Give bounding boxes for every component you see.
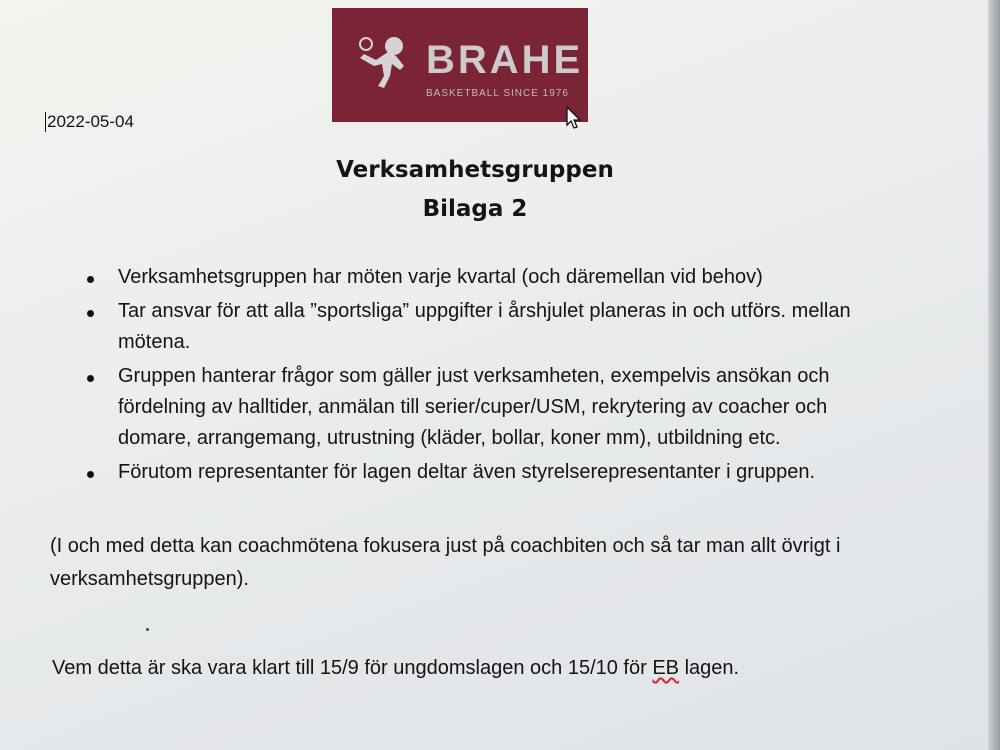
bullet-item: Tar ansvar för att alla ”sportsliga” uppgifter i årshjulet planeras in och utförs. mellan mötena. <box>118 296 878 358</box>
logo-tagline: BASKETBALL SINCE 1976 <box>426 88 569 99</box>
note-paragraph: (I och med detta kan coachmötena fokusera just på coachbiten och så tar man allt övrigt i verksamhetsgruppen). <box>50 535 841 590</box>
stray-dot <box>146 628 149 631</box>
deadline-text-end: lagen. <box>679 657 740 679</box>
document-date: 2022-05-04 <box>47 112 134 131</box>
bullet-item: Verksamhetsgruppen har möten varje kvartal (och däremellan vid behov) <box>118 262 878 293</box>
bullet-item: Gruppen hanterar frågor som gäller just verksamheten, exempelvis ansökan och fördelning av halltider, anmälan till serier/cuper/USM, rekrytering av coacher och domare, arrangemang, utrustning (kläder, bollar, koner mm), utbildning etc. <box>118 361 878 454</box>
deadline-sentence <box>52 657 739 680</box>
document-subtitle: Bilaga 2 <box>422 196 528 222</box>
document-title: Verksamhetsgruppen <box>336 157 614 183</box>
screen-bezel <box>988 0 1000 750</box>
mouse-pointer-icon <box>566 106 582 130</box>
basketball-player-icon <box>354 30 416 90</box>
deadline-text: Vem detta är ska vara klart till 15/9 för ungdomslagen och 15/10 för <box>52 657 653 679</box>
brahe-logo <box>332 8 588 122</box>
bullet-item: Förutom representanter för lagen deltar även styrelserepresentanter i gruppen. <box>118 457 878 488</box>
spellcheck-flagged-word[interactable]: EB <box>652 657 680 679</box>
logo-name: BRAHE <box>426 38 584 82</box>
bullet-list <box>118 262 878 491</box>
